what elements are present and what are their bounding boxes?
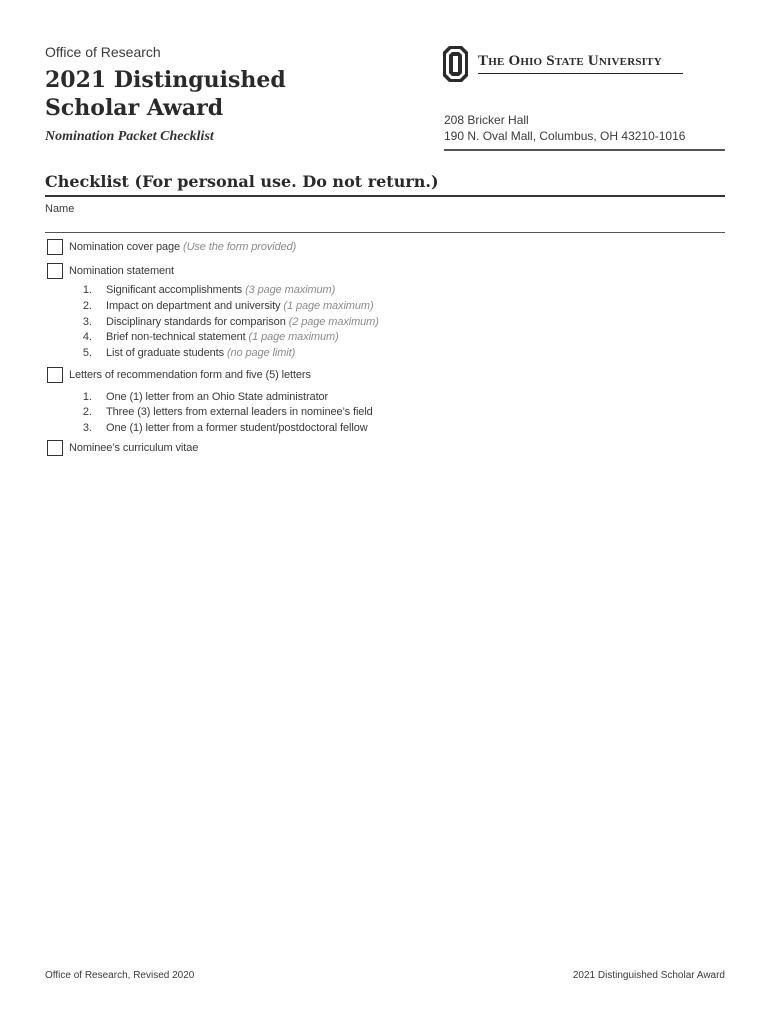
address-line-2: 190 N. Oval Mall, Columbus, OH 43210-1016: [444, 129, 686, 143]
sub-item: [106, 347, 295, 359]
university-name: [478, 53, 662, 70]
sub-item-number: 4.: [82, 331, 92, 343]
sub-item: [106, 316, 379, 328]
name-label: Name: [45, 203, 75, 215]
office-label: Office of Research: [45, 44, 161, 60]
page-title: [45, 66, 286, 122]
item-label: Nomination cover page: [69, 241, 181, 253]
sub-item-note: (1 page maximum): [283, 300, 374, 312]
sub-item-note: (3 page maximum): [245, 284, 336, 296]
checklist-heading: Checklist (For personal use. Do not return.): [45, 172, 439, 191]
sub-item: One (1) letter from a former student/postdoctoral fellow: [106, 422, 368, 434]
sub-item-note: (1 page maximum): [248, 331, 339, 343]
footer-revision: Office of Research, Revised 2020: [45, 970, 195, 981]
footer-title: 2021 Distinguished Scholar Award: [572, 970, 725, 981]
sub-item-number: 2.: [82, 406, 92, 418]
checklist-item-letters: Letters of recommendation form and five (5) letters: [69, 369, 311, 381]
university-name-text: The Ohio State University: [478, 53, 662, 69]
logo-underline: [478, 73, 683, 74]
sub-item-note: (2 page maximum): [288, 316, 379, 328]
page-subtitle: Nomination Packet Checklist: [45, 129, 214, 144]
checklist-item-curriculum-vitae: Nominee’s curriculum vitae: [69, 442, 199, 454]
university-logo: [442, 45, 725, 85]
title-line-1: 2021 Distinguished: [45, 67, 286, 93]
sub-item-label: Disciplinary standards for comparison: [106, 316, 286, 328]
address-divider: [444, 149, 725, 151]
sub-item-number: 2.: [82, 300, 92, 312]
sub-item-number: 3.: [82, 422, 92, 434]
checklist-item-nomination-statement: Nomination statement: [69, 265, 174, 277]
sub-item: [106, 331, 339, 343]
name-field-line[interactable]: [45, 232, 725, 233]
title-line-2: Scholar Award: [45, 95, 224, 121]
checkbox-letters-of-recommendation[interactable]: [47, 367, 63, 383]
sub-item-number: 3.: [82, 316, 92, 328]
sub-item-label: Significant accomplishments: [106, 284, 243, 296]
checkbox-cover-page[interactable]: [47, 239, 63, 255]
sub-item-label: List of graduate students: [106, 347, 224, 359]
block-o-logo-icon: [442, 45, 469, 83]
sub-item: [106, 300, 374, 312]
checkbox-nomination-statement[interactable]: [47, 263, 63, 279]
address-line-1: 208 Bricker Hall: [444, 113, 529, 127]
heading-divider: [45, 195, 725, 197]
sub-item: [106, 284, 335, 296]
item-note: (Use the form provided): [183, 241, 297, 253]
sub-item-label: Impact on department and university: [106, 300, 281, 312]
checklist-item-cover-page: [69, 241, 296, 253]
sub-item-label: Brief non-technical statement: [106, 331, 246, 343]
sub-item-note: (no page limit): [226, 347, 296, 359]
sub-item-number: 1.: [82, 391, 92, 403]
sub-item: One (1) letter from an Ohio State administrator: [106, 391, 329, 403]
sub-item: Three (3) letters from external leaders in nominee’s field: [106, 406, 373, 418]
sub-item-number: 1.: [82, 284, 92, 296]
sub-item-number: 5.: [82, 347, 92, 359]
checkbox-curriculum-vitae[interactable]: [47, 440, 63, 456]
